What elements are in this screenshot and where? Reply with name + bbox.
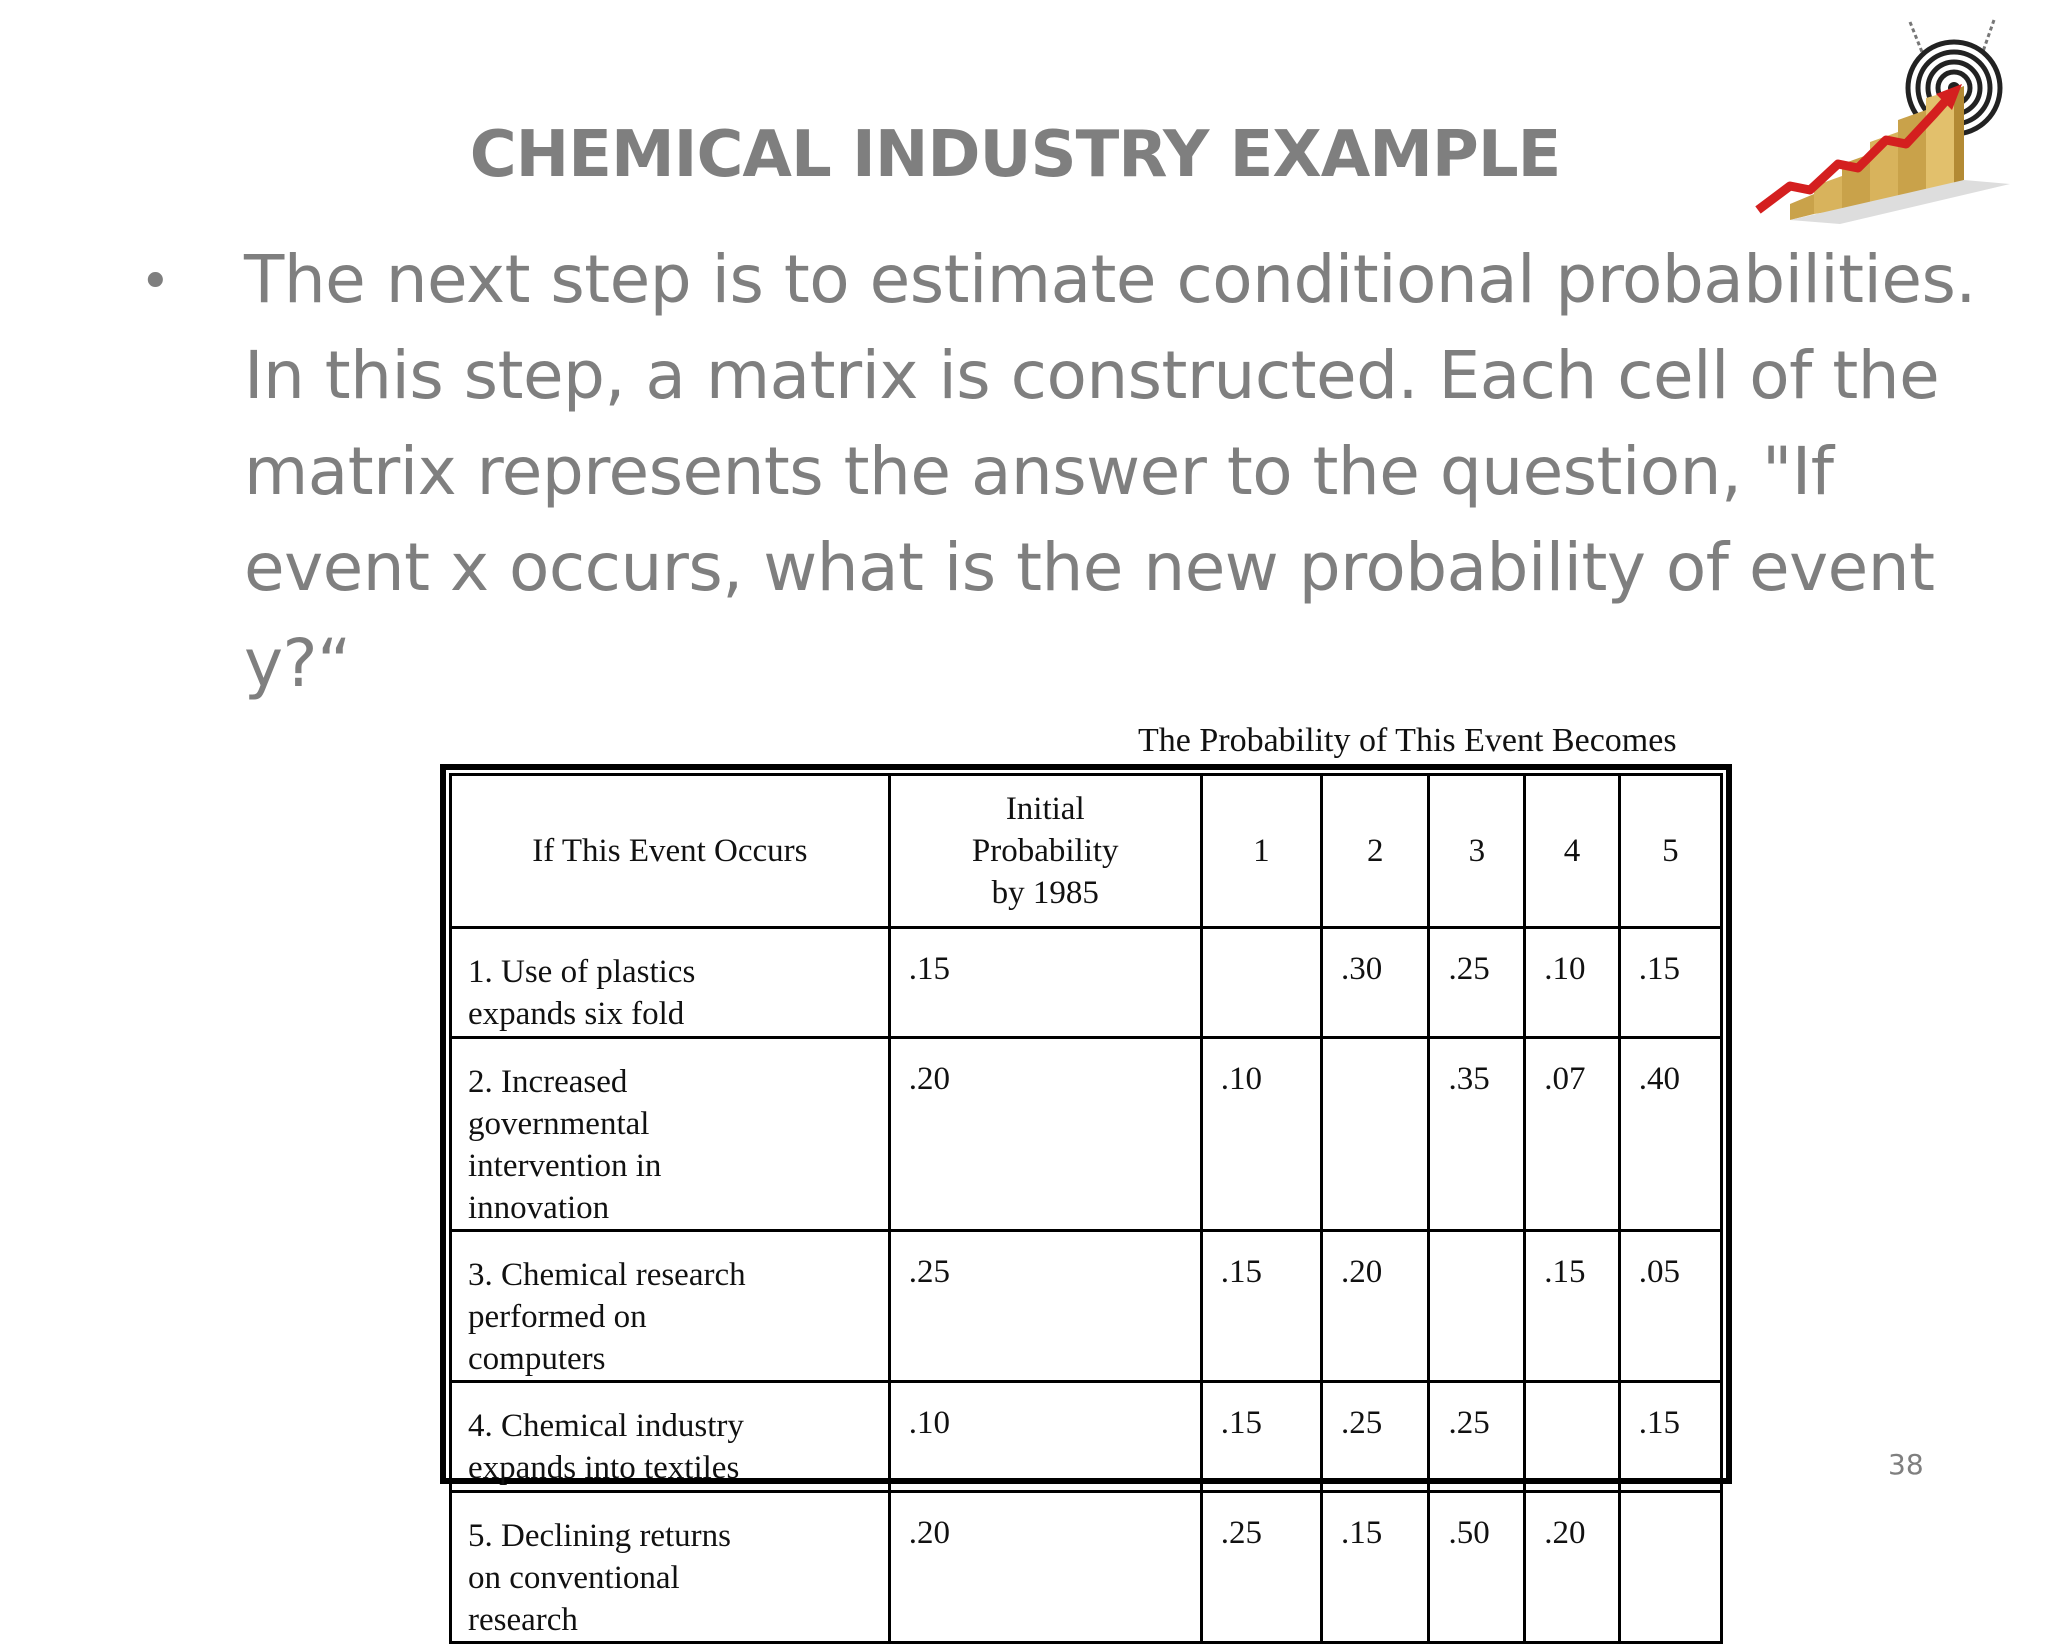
- prob-cell: .25: [1429, 928, 1525, 1038]
- prob-cell: .25: [1322, 1382, 1429, 1492]
- prob-cell: [1525, 1382, 1619, 1492]
- header-col-4: 4: [1525, 775, 1619, 928]
- prob-cell: .15: [1525, 1231, 1619, 1382]
- table-caption: The Probability of This Event Becomes: [1138, 722, 1677, 759]
- prob-cell: [1201, 928, 1321, 1038]
- header-col-5: 5: [1619, 775, 1721, 928]
- prob-cell: .40: [1619, 1038, 1721, 1231]
- target-growth-chart-icon: [1750, 14, 2020, 224]
- event-cell: [451, 928, 890, 1038]
- header-initial-cell: [889, 775, 1201, 928]
- event-label: 5. Declining returns on conventional research: [468, 1518, 732, 1638]
- prob-cell: .25: [1201, 1492, 1321, 1643]
- event-label: 4. Chemical industry expands into textiles: [468, 1408, 744, 1486]
- bullet-text: The next step is to estimate conditional probabilities. In this step, a matrix is constructed. Each cell of the matrix represents the answer to the question, "If event x occurs, what is the new probability of event y?“: [244, 241, 1976, 702]
- page-number: 38: [1888, 1448, 1924, 1481]
- prob-cell: .10: [1201, 1038, 1321, 1231]
- prob-cell: .50: [1429, 1492, 1525, 1643]
- table-row: [451, 1231, 1722, 1382]
- event-label: 2. Increased governmental intervention in innovation: [468, 1064, 662, 1226]
- table-row: [451, 928, 1722, 1038]
- prob-cell: .25: [1429, 1382, 1525, 1492]
- slide-title: CHEMICAL INDUSTRY EXAMPLE: [469, 118, 1561, 192]
- prob-cell: .15: [1201, 1382, 1321, 1492]
- prob-cell: .05: [1619, 1231, 1721, 1382]
- event-cell: [451, 1492, 890, 1643]
- initial-prob-cell: .20: [889, 1038, 1201, 1231]
- prob-cell: [1322, 1038, 1429, 1231]
- event-label: 1. Use of plastics expands six fold: [468, 954, 696, 1032]
- header-event-cell: If This Event Occurs: [451, 775, 890, 928]
- initial-prob-cell: .20: [889, 1492, 1201, 1643]
- prob-cell: .20: [1322, 1231, 1429, 1382]
- prob-cell: .15: [1201, 1231, 1321, 1382]
- initial-prob-cell: .25: [889, 1231, 1201, 1382]
- prob-cell: .15: [1619, 928, 1721, 1038]
- header-col-2: 2: [1322, 775, 1429, 928]
- prob-cell: .30: [1322, 928, 1429, 1038]
- table-row: [451, 1492, 1722, 1643]
- prob-cell: .15: [1322, 1492, 1429, 1643]
- table-row: [451, 1038, 1722, 1231]
- initial-prob-cell: .15: [889, 928, 1201, 1038]
- event-label: 3. Chemical research performed on computers: [468, 1257, 746, 1377]
- prob-cell: .10: [1525, 928, 1619, 1038]
- header-initial-label: Initial Probability by 1985: [971, 791, 1119, 911]
- header-col-3: 3: [1429, 775, 1525, 928]
- prob-cell: [1429, 1231, 1525, 1382]
- prob-cell: .15: [1619, 1382, 1721, 1492]
- probability-matrix: [440, 764, 1732, 1638]
- bullet-marker: •: [140, 252, 171, 312]
- table-header-row: [451, 775, 1722, 928]
- matrix-table: [449, 773, 1723, 1644]
- prob-cell: .35: [1429, 1038, 1525, 1231]
- prob-cell: .20: [1525, 1492, 1619, 1643]
- event-cell: [451, 1038, 890, 1231]
- table-row: [451, 1382, 1722, 1492]
- event-cell: [451, 1231, 890, 1382]
- prob-cell: [1619, 1492, 1721, 1643]
- header-col-1: 1: [1201, 775, 1321, 928]
- prob-cell: .07: [1525, 1038, 1619, 1231]
- event-cell: [451, 1382, 890, 1492]
- initial-prob-cell: .10: [889, 1382, 1201, 1492]
